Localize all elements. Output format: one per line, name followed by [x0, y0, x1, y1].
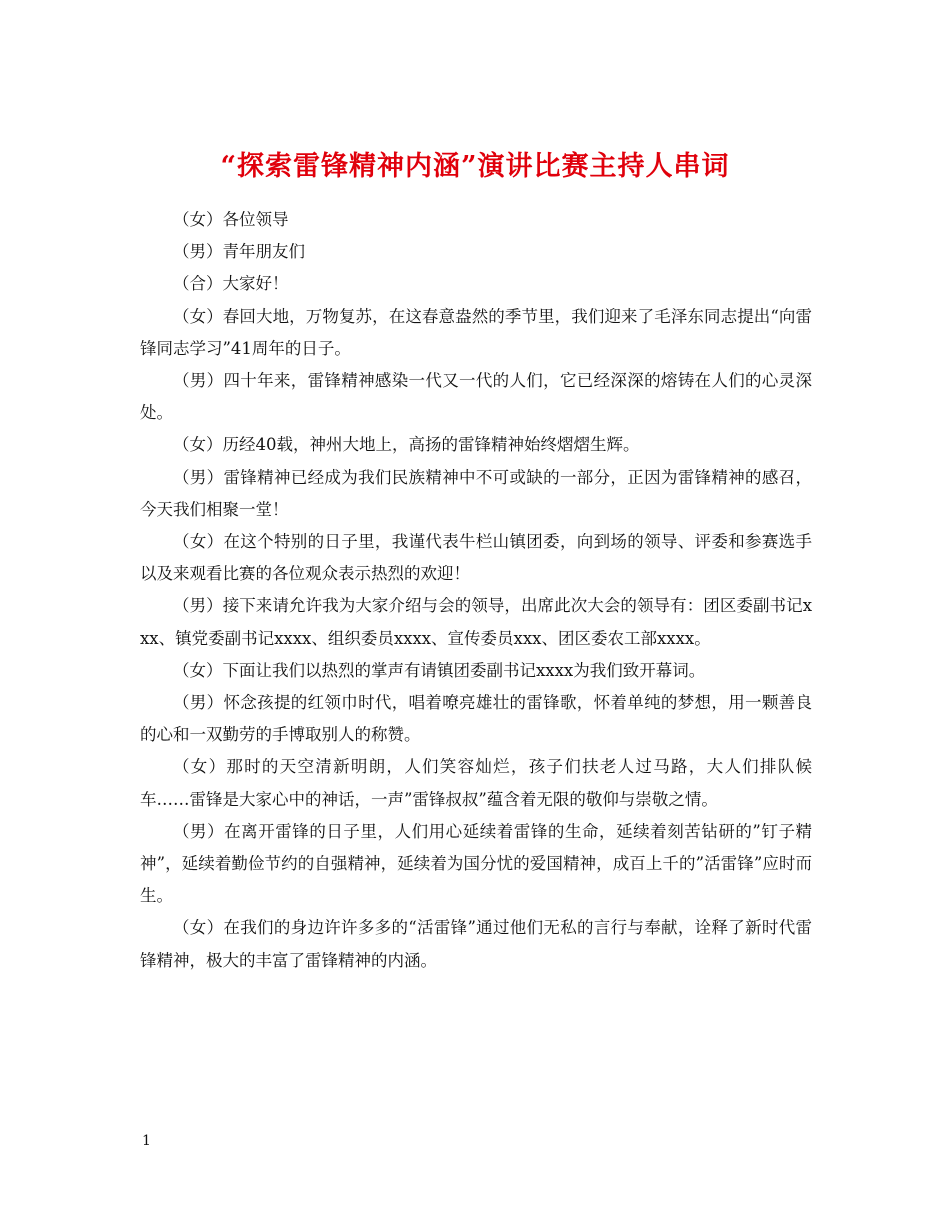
paragraph: （女）各位领导 — [173, 210, 289, 229]
paragraph: （男）接下来请允许我为大家介绍与会的领导，出席此次大会的领导有：团区委副书记xxx、镇党委副书记xxxx、组织委员xxxx、宣传委员xxx、团区委农工部xxxx。 — [140, 596, 812, 648]
paragraph: （男）雷锋精神已经成为我们民族精神中不可或缺的一部分，正因为雷锋精神的感召，今天我们相聚一堂！ — [140, 467, 812, 519]
paragraph: （男）在离开雷锋的日子里，人们用心延续着雷锋的生命，延续着刻苦钻研的”钉子精神”，延续着勤俭节约的自强精神，延续着为国分忧的爱国精神，成百上千的”活雷锋”应时而生。 — [140, 821, 812, 906]
page-number: 1 — [142, 1133, 151, 1149]
paragraph: （女）那时的天空清新明朗，人们笑容灿烂，孩子们扶老人过马路，大人们排队候车……雷锋是大家心中的神话，一声”雷锋叔叔”蕴含着无限的敬仰与崇敬之情。 — [140, 757, 812, 809]
paragraph: （女）在我们的身边许许多多的“活雷锋”通过他们无私的言行与奉献，诠释了新时代雷锋精神，极大的丰富了雷锋精神的内涵。 — [140, 918, 812, 970]
paragraph: （合）大家好！ — [173, 274, 289, 294]
paragraph: （女）春回大地，万物复苏，在这春意盎然的季节里，我们迎来了毛泽东同志提出“向雷锋同志学习”41周年的日子。 — [140, 306, 812, 358]
paragraph: （女）历经40载，神州大地上，高扬的雷锋精神始终熠熠生辉。 — [173, 435, 640, 455]
page-title: “探索雷锋精神内涵”演讲比赛主持人串词 — [220, 151, 730, 183]
paragraph: （女）在这个特别的日子里，我谨代表牛栏山镇团委，向到场的领导、评委和参赛选手以及来观看比赛的各位观众表示热烈的欢迎！ — [140, 532, 812, 584]
paragraph: （男）青年朋友们 — [173, 242, 305, 262]
paragraph: （男）四十年来，雷锋精神感染一代又一代的人们，它已经深深的熔铸在人们的心灵深处。 — [140, 371, 812, 423]
paragraph: （女）下面让我们以热烈的掌声有请镇团委副书记xxxx为我们致开幕词。 — [173, 660, 706, 680]
document-body — [140, 204, 812, 977]
paragraph: （男）怀念孩提的红领巾时代，唱着嘹亮雄壮的雷锋歌，怀着单纯的梦想，用一颗善良的心和一双勤劳的手博取别人的称赞。 — [140, 693, 812, 745]
